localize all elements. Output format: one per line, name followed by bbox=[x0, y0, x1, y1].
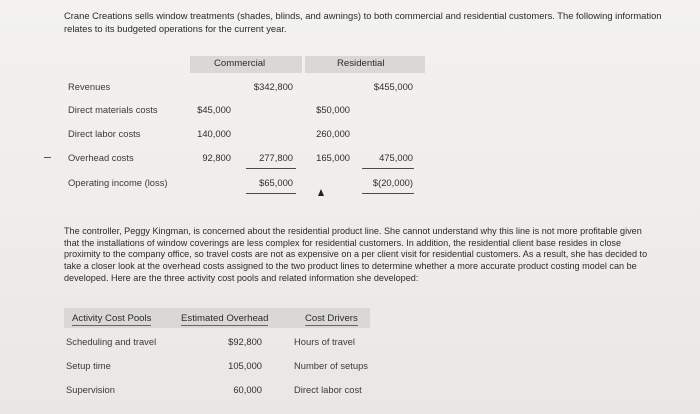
overhead-setup: 105,000 bbox=[228, 360, 262, 371]
cost-drivers-header: Cost Drivers bbox=[305, 313, 358, 324]
row-label-direct-materials: Direct materials costs bbox=[68, 104, 158, 115]
commercial-total-costs: 277,800 bbox=[259, 152, 293, 163]
residential-header: Residential bbox=[337, 58, 385, 69]
activity-pool-supervision: Supervision bbox=[66, 384, 115, 395]
driver-setup: Number of setups bbox=[294, 360, 368, 371]
residential-revenues: $455,000 bbox=[373, 81, 413, 92]
row-label-overhead: Overhead costs bbox=[68, 152, 134, 163]
margin-dash bbox=[44, 157, 51, 158]
residential-subtotal-rule bbox=[362, 168, 414, 169]
commercial-operating-income: $65,000 bbox=[259, 177, 293, 188]
intro-paragraph: Crane Creations sells window treatments (shades, blinds, and awnings) to both commercial and residential customers. The following information relates to its budgeted operations for the current year. bbox=[64, 10, 662, 34]
mouse-cursor-icon bbox=[318, 189, 324, 196]
commercial-revenues: $342,800 bbox=[253, 81, 293, 92]
residential-total-rule bbox=[362, 193, 414, 194]
row-label-revenues: Revenues bbox=[68, 81, 111, 92]
row-label-direct-labor: Direct labor costs bbox=[68, 128, 141, 139]
residential-overhead: 165,000 bbox=[316, 152, 350, 163]
overhead-supervision: 60,000 bbox=[233, 384, 262, 395]
commercial-overhead: 92,800 bbox=[202, 152, 231, 163]
driver-scheduling: Hours of travel bbox=[294, 336, 355, 347]
commercial-subtotal-rule bbox=[246, 168, 296, 169]
commercial-header: Commercial bbox=[214, 58, 266, 69]
residential-operating-income: $(20,000) bbox=[372, 177, 413, 188]
row-label-operating-income: Operating income (loss) bbox=[68, 177, 168, 188]
activity-pools-header-cell bbox=[72, 313, 151, 324]
residential-total-costs: 475,000 bbox=[379, 152, 413, 163]
residential-direct-materials: $50,000 bbox=[316, 104, 350, 115]
activity-pools-header: Activity Cost Pools bbox=[72, 313, 152, 324]
cost-drivers-header-cell bbox=[305, 313, 358, 324]
body-paragraph: The controller, Peggy Kingman, is concerned about the residential product line. She cannot understand why this line is not more profitable given that the installations of window coverings are less complex for residential customers. In addition, the residential client base resides in close proximity to the company office, so travel costs are not as expensive on a per client visit for residential customers. As a result, she has decided to take a closer look at the overhead costs assigned to the two product lines to determine whether a more accurate product costing model can be developed. Here are the three activity cost pools and related information she developed: bbox=[64, 226, 648, 283]
activity-pool-setup: Setup time bbox=[66, 360, 111, 371]
commercial-direct-labor: 140,000 bbox=[197, 128, 231, 139]
overhead-scheduling: $92,800 bbox=[228, 336, 262, 347]
commercial-total-rule bbox=[246, 193, 296, 194]
estimated-overhead-header-cell bbox=[181, 313, 268, 324]
estimated-overhead-header: Estimated Overhead bbox=[181, 313, 269, 324]
residential-direct-labor: 260,000 bbox=[316, 128, 350, 139]
activity-pool-scheduling: Scheduling and travel bbox=[66, 336, 157, 347]
driver-supervision: Direct labor cost bbox=[294, 384, 362, 395]
commercial-direct-materials: $45,000 bbox=[197, 104, 231, 115]
